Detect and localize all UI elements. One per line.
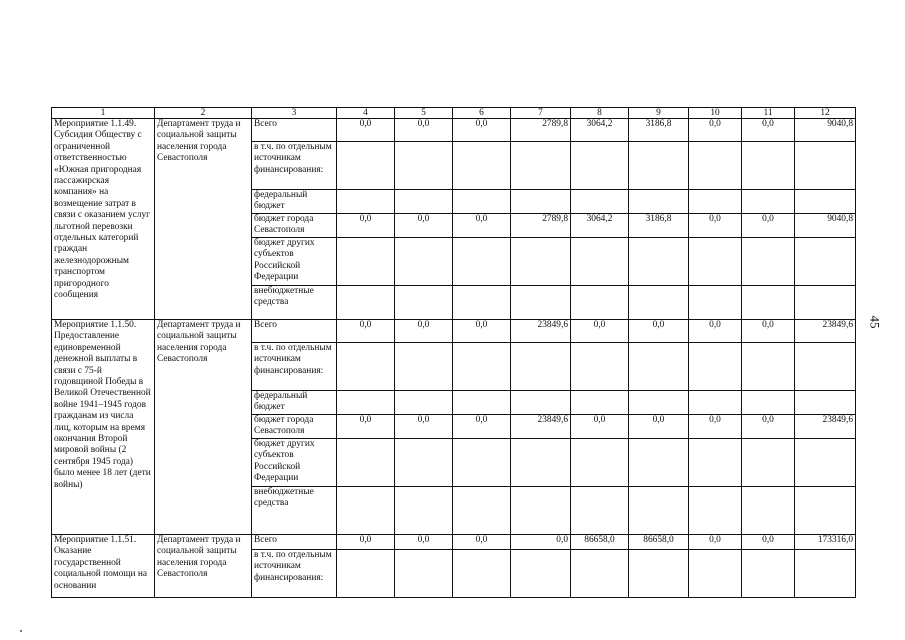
funding-source: бюджет других субъектов Российской Федерации: [252, 439, 337, 487]
amount-cell: [395, 286, 453, 320]
amount-cell: [453, 391, 511, 415]
measure-name: Мероприятие 1.1.50. Предоставление единовременной денежной выплаты в связи с 75-й годовщиной Победы в Великой Отечественной войне 1941–1945 годов гражданам из числа лиц, которым на время окончания Второй мировой войны (2 сентября 1945 года) было менее 18 лет (дети войны): [52, 320, 155, 535]
amount-cell: 3186,8: [629, 214, 689, 238]
column-number: 9: [629, 108, 689, 119]
column-number: 7: [511, 108, 571, 119]
amount-cell: 0,0: [453, 214, 511, 238]
amount-cell: [571, 550, 629, 598]
amount-cell: 3064,2: [571, 214, 629, 238]
amount-cell: [795, 190, 856, 214]
amount-cell: 0,0: [689, 415, 742, 439]
amount-cell: [742, 190, 795, 214]
amount-cell: 0,0: [337, 214, 395, 238]
amount-cell: [395, 343, 453, 391]
amount-cell: [395, 142, 453, 190]
amount-cell: [795, 142, 856, 190]
amount-cell: 0,0: [571, 320, 629, 343]
amount-cell: [511, 439, 571, 487]
column-number: 4: [337, 108, 395, 119]
amount-cell: 2789,8: [511, 119, 571, 142]
amount-cell: 23849,6: [511, 415, 571, 439]
amount-cell: [453, 439, 511, 487]
amount-cell: [689, 190, 742, 214]
amount-cell: [742, 286, 795, 320]
amount-cell: [337, 190, 395, 214]
amount-cell: [795, 343, 856, 391]
amount-cell: 0,0: [511, 535, 571, 550]
amount-cell: [571, 439, 629, 487]
responsible-department: Департамент труда и социальной защиты населения города Севастополя: [155, 119, 252, 320]
amount-cell: 0,0: [742, 535, 795, 550]
amount-cell: [453, 550, 511, 598]
amount-cell: 0,0: [337, 320, 395, 343]
amount-cell: [453, 286, 511, 320]
funding-source: бюджет других субъектов Российской Федерации: [252, 238, 337, 286]
funding-source: бюджет города Севастополя: [252, 415, 337, 439]
amount-cell: 0,0: [453, 320, 511, 343]
amount-cell: [795, 550, 856, 598]
amount-cell: 9040,8: [795, 119, 856, 142]
amount-cell: [395, 439, 453, 487]
amount-cell: 3186,8: [629, 119, 689, 142]
amount-cell: [629, 190, 689, 214]
amount-cell: [689, 550, 742, 598]
amount-cell: 0,0: [453, 415, 511, 439]
amount-cell: 173316,0: [795, 535, 856, 550]
funding-source: внебюджетные средства: [252, 487, 337, 535]
amount-cell: [629, 238, 689, 286]
amount-cell: [395, 550, 453, 598]
amount-cell: [395, 487, 453, 535]
amount-cell: [571, 286, 629, 320]
amount-cell: [337, 487, 395, 535]
measure-name: Мероприятие 1.1.49. Субсидия Обществу с ограниченной ответственностью «Южная пригородная пассажирская компания» на возмещение затрат в связи с оказанием услуг льготной перевозки отдельных категорий граждан железнодорожным транспортом пригородного сообщения: [52, 119, 155, 320]
amount-cell: 2789,8: [511, 214, 571, 238]
amount-cell: [629, 343, 689, 391]
amount-cell: [337, 343, 395, 391]
column-number: 6: [453, 108, 511, 119]
amount-cell: 0,0: [395, 320, 453, 343]
amount-cell: 0,0: [689, 535, 742, 550]
responsible-department: Департамент труда и социальной защиты населения города Севастополя: [155, 535, 252, 598]
amount-cell: [511, 286, 571, 320]
responsible-department: Департамент труда и социальной защиты населения города Севастополя: [155, 320, 252, 535]
amount-cell: 86658,0: [629, 535, 689, 550]
amount-cell: 0,0: [395, 214, 453, 238]
funding-source: бюджет города Севастополя: [252, 214, 337, 238]
funding-source: в т.ч. по отдельным источникам финансирования:: [252, 550, 337, 598]
amount-cell: [511, 142, 571, 190]
amount-cell: 9040,8: [795, 214, 856, 238]
funding-source: в т.ч. по отдельным источникам финансирования:: [252, 142, 337, 190]
amount-cell: 0,0: [337, 415, 395, 439]
amount-cell: [395, 238, 453, 286]
amount-cell: [571, 142, 629, 190]
amount-cell: [689, 343, 742, 391]
amount-cell: [511, 550, 571, 598]
amount-cell: [453, 487, 511, 535]
amount-cell: [795, 439, 856, 487]
amount-cell: 0,0: [453, 119, 511, 142]
amount-cell: 0,0: [395, 415, 453, 439]
amount-cell: [453, 142, 511, 190]
amount-cell: [629, 286, 689, 320]
amount-cell: [571, 487, 629, 535]
amount-cell: 0,0: [742, 214, 795, 238]
amount-cell: [511, 238, 571, 286]
amount-cell: 0,0: [689, 119, 742, 142]
amount-cell: [395, 391, 453, 415]
amount-cell: [742, 550, 795, 598]
scan-speck: [20, 630, 22, 632]
amount-cell: 3064,2: [571, 119, 629, 142]
amount-cell: 0,0: [395, 535, 453, 550]
amount-cell: [689, 238, 742, 286]
column-number-row: [52, 108, 856, 119]
amount-cell: 0,0: [571, 415, 629, 439]
amount-cell: [337, 439, 395, 487]
amount-cell: 0,0: [629, 320, 689, 343]
amount-cell: 86658,0: [571, 535, 629, 550]
amount-cell: [742, 391, 795, 415]
funding-source: Всего: [252, 535, 337, 550]
table-row: [52, 535, 856, 550]
column-number: 1: [52, 108, 155, 119]
amount-cell: [689, 142, 742, 190]
amount-cell: 0,0: [337, 535, 395, 550]
funding-source: Всего: [252, 320, 337, 343]
amount-cell: [337, 391, 395, 415]
column-number: 5: [395, 108, 453, 119]
amount-cell: [795, 391, 856, 415]
amount-cell: [795, 487, 856, 535]
amount-cell: 23849,6: [795, 415, 856, 439]
table-row: [52, 119, 856, 142]
amount-cell: [337, 142, 395, 190]
funding-source: в т.ч. по отдельным источникам финансирования:: [252, 343, 337, 391]
table-row: [52, 320, 856, 343]
amount-cell: [453, 343, 511, 391]
budget-table: [51, 107, 856, 598]
amount-cell: [511, 487, 571, 535]
amount-cell: [742, 343, 795, 391]
amount-cell: [689, 439, 742, 487]
amount-cell: 0,0: [395, 119, 453, 142]
amount-cell: [742, 142, 795, 190]
amount-cell: [337, 286, 395, 320]
column-number: 12: [795, 108, 856, 119]
funding-source: федеральный бюджет: [252, 190, 337, 214]
column-number: 10: [689, 108, 742, 119]
amount-cell: [629, 391, 689, 415]
amount-cell: [395, 190, 453, 214]
amount-cell: [337, 238, 395, 286]
amount-cell: 0,0: [742, 119, 795, 142]
amount-cell: [571, 391, 629, 415]
amount-cell: [795, 238, 856, 286]
funding-source: федеральный бюджет: [252, 391, 337, 415]
amount-cell: 23849,6: [511, 320, 571, 343]
amount-cell: 0,0: [689, 214, 742, 238]
amount-cell: [453, 190, 511, 214]
amount-cell: 0,0: [337, 119, 395, 142]
amount-cell: [511, 190, 571, 214]
amount-cell: [629, 550, 689, 598]
measure-name: Мероприятие 1.1.51. Оказание государственной социальной помощи на основании: [52, 535, 155, 598]
amount-cell: [795, 286, 856, 320]
funding-source: внебюджетные средства: [252, 286, 337, 320]
funding-source: Всего: [252, 119, 337, 142]
page-number: 45: [867, 315, 883, 329]
amount-cell: 0,0: [742, 320, 795, 343]
column-number: 2: [155, 108, 252, 119]
column-number: 11: [742, 108, 795, 119]
amount-cell: [511, 391, 571, 415]
amount-cell: [689, 391, 742, 415]
amount-cell: 0,0: [742, 415, 795, 439]
amount-cell: 23849,6: [795, 320, 856, 343]
amount-cell: [571, 238, 629, 286]
amount-cell: [629, 487, 689, 535]
amount-cell: [571, 343, 629, 391]
column-number: 3: [252, 108, 337, 119]
amount-cell: [689, 286, 742, 320]
amount-cell: 0,0: [629, 415, 689, 439]
amount-cell: [629, 142, 689, 190]
amount-cell: [453, 238, 511, 286]
amount-cell: [337, 550, 395, 598]
amount-cell: 0,0: [453, 535, 511, 550]
amount-cell: 0,0: [689, 320, 742, 343]
amount-cell: [742, 238, 795, 286]
amount-cell: [742, 487, 795, 535]
amount-cell: [571, 190, 629, 214]
amount-cell: [689, 487, 742, 535]
column-number: 8: [571, 108, 629, 119]
amount-cell: [742, 439, 795, 487]
amount-cell: [511, 343, 571, 391]
amount-cell: [629, 439, 689, 487]
